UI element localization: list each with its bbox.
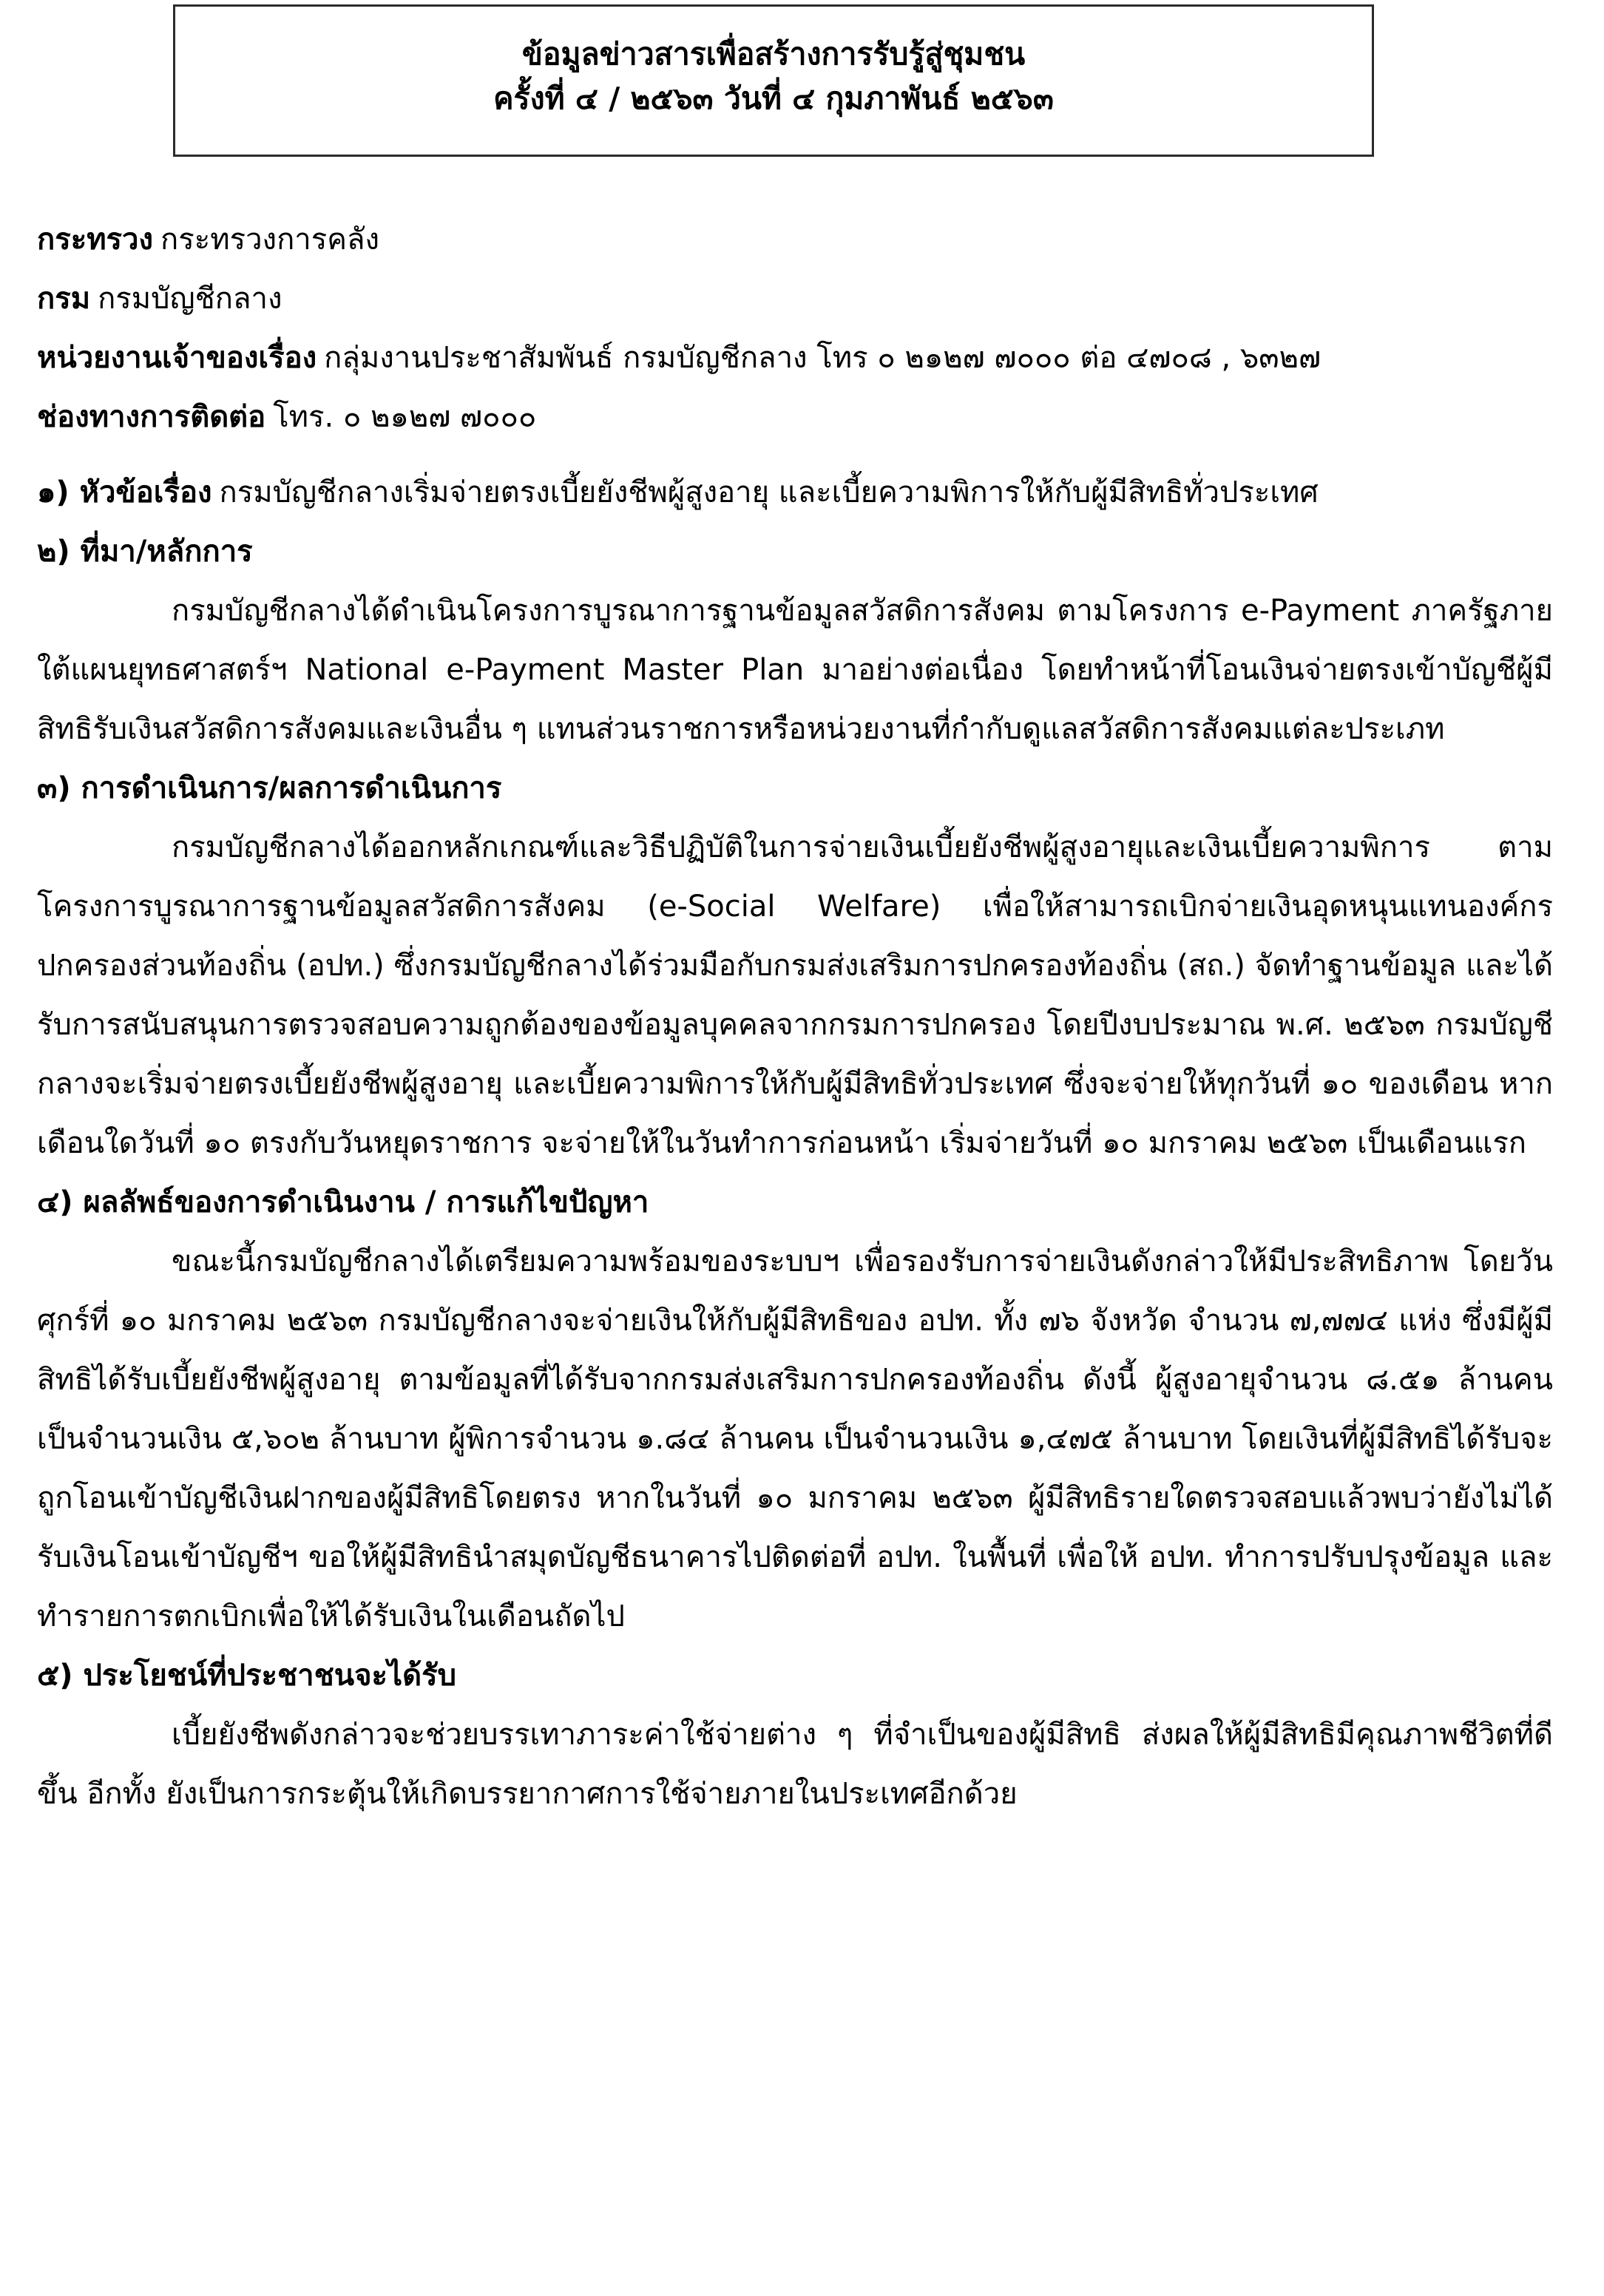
ministry-value: กระทรวงการคลัง xyxy=(160,223,380,257)
document-body xyxy=(37,210,1553,1823)
section-2-heading: ๒) ที่มา/หลักการ xyxy=(37,535,253,569)
section-3-heading: ๓) การดำเนินการ/ผลการดำเนินการ xyxy=(37,771,502,805)
title-box xyxy=(173,4,1374,157)
owner-unit-value: กลุ่มงานประชาสัมพันธ์ กรมบัญชีกลาง โทร ๐ ๒๑๒๗ ๗๐๐๐ ต่อ ๔๗๐๘ , ๖๓๒๗ xyxy=(324,341,1322,375)
ministry-label: กระทรวง xyxy=(37,223,154,257)
spacer xyxy=(37,447,1553,463)
document-title: ข้อมูลข่าวสารเพื่อสร้างการรับรู้สู่ชุมชน xyxy=(521,36,1026,72)
section-5-heading: ๕) ประโยชน์ที่ประชาชนจะได้รับ xyxy=(37,1659,456,1693)
owner-unit-line xyxy=(37,328,1553,387)
section-3-body: กรมบัญชีกลางได้ออกหลักเกณฑ์และวิธีปฏิบัติในการจ่ายเงินเบี้ยยังชีพผู้สูงอายุและเงินเบี้ยความพิการ ตามโครงการบูรณาการฐานข้อมูลสวัสดิการสังคม (e-Social Welfare) เพื่อให้สามารถเบิกจ่ายเงินอุดหนุนแทนองค์กรปกครองส่วนท้องถิ่น (อปท.) ซึ่งกรมบัญชีกลางได้ร่วมมือกับกรมส่งเสริมการปกครองท้องถิ่น (สถ.) จัดทำฐานข้อมูล และได้รับการสนับสนุนการตรวจสอบความถูกต้องของข้อมูลบุคคลจากกรมการปกครอง โดยปีงบประมาณ พ.ศ. ๒๕๖๓ กรมบัญชีกลางจะเริ่มจ่ายตรงเบี้ยยังชีพผู้สูงอายุ และเบี้ยความพิการให้กับผู้มีสิทธิทั่วประเทศ ซึ่งจะจ่ายให้ทุกวันที่ ๑๐ ของเดือน หากเดือนใดวันที่ ๑๐ ตรงกับวันหยุดราชการ จะจ่ายให้ในวันทำการก่อนหน้า เริ่มจ่ายวันที่ ๑๐ มกราคม ๒๕๖๓ เป็นเดือนแรก xyxy=(37,830,1553,1160)
section-1-topic xyxy=(37,463,1553,522)
department-label: กรม xyxy=(37,282,91,316)
contact-line xyxy=(37,387,1553,447)
contact-label: ช่องทางการติดต่อ xyxy=(37,400,266,434)
section-4-heading: ๔) ผลลัพธ์ของการดำเนินงาน / การแก้ไขปัญหา xyxy=(37,1185,649,1219)
section-1-text: กรมบัญชีกลางเริ่มจ่ายตรงเบี้ยยังชีพผู้สูงอายุ และเบี้ยความพิการให้กับผู้มีสิทธิทั่วประเทศ xyxy=(219,475,1319,509)
department-value: กรมบัญชีกลาง xyxy=(98,282,282,316)
section-2-body: กรมบัญชีกลางได้ดำเนินโครงการบูรณาการฐานข้อมูลสวัสดิการสังคม ตามโครงการ e-Payment ภาครัฐภายใต้แผนยุทธศาสตร์ฯ National e-Payment Master Plan มาอย่างต่อเนื่อง โดยทำหน้าที่โอนเงินจ่ายตรงเข้าบัญชีผู้มีสิทธิรับเงินสวัสดิการสังคมและเงินอื่น ๆ แทนส่วนราชการหรือหน่วยงานที่กำกับดูแลสวัสดิการสังคมแต่ละประเภท xyxy=(37,594,1553,746)
owner-unit-label: หน่วยงานเจ้าของเรื่อง xyxy=(37,341,317,375)
issue-date-line: ครั้งที่ ๔ / ๒๕๖๓ วันที่ ๔ กุมภาพันธ์ ๒๕๖๓ xyxy=(493,81,1054,116)
contact-value: โทร. ๐ ๒๑๒๗ ๗๐๐๐ xyxy=(273,400,537,434)
section-5-body: เบี้ยยังชีพดังกล่าวจะช่วยบรรเทาภาระค่าใช้จ่ายต่าง ๆ ที่จำเป็นของผู้มีสิทธิ ส่งผลให้ผู้มีสิทธิมีคุณภาพชีวิตที่ดีขึ้น อีกทั้ง ยังเป็นการกระตุ้นให้เกิดบรรยากาศการใช้จ่ายภายในประเทศอีกด้วย xyxy=(37,1718,1553,1811)
section-4-body: ขณะนี้กรมบัญชีกลางได้เตรียมความพร้อมของระบบฯ เพื่อรองรับการจ่ายเงินดังกล่าวให้มีประสิทธิภาพ โดยวันศุกร์ที่ ๑๐ มกราคม ๒๕๖๓ กรมบัญชีกลางจะจ่ายเงินให้กับผู้มีสิทธิของ อปท. ทั้ง ๗๖ จังหวัด จำนวน ๗,๗๗๔ แห่ง ซึ่งมีผู้มีสิทธิได้รับเบี้ยยังชีพผู้สูงอายุ ตามข้อมูลที่ได้รับจากกรมส่งเสริมการปกครองท้องถิ่น ดังนี้ ผู้สูงอายุจำนวน ๘.๕๑ ล้านคน เป็นจำนวนเงิน ๕,๖๐๒ ล้านบาท ผู้พิการจำนวน ๑.๘๔ ล้านคน เป็นจำนวนเงิน ๑,๔๗๕ ล้านบาท โดยเงินที่ผู้มีสิทธิได้รับจะถูกโอนเข้าบัญชีเงินฝากของผู้มีสิทธิโดยตรง หากในวันที่ ๑๐ มกราคม ๒๕๖๓ ผู้มีสิทธิรายใดตรวจสอบแล้วพบว่ายังไม่ได้รับเงินโอนเข้าบัญชีฯ ขอให้ผู้มีสิทธินำสมุดบัญชีธนาคารไปติดต่อที่ อปท. ในพื้นที่ เพื่อให้ อปท. ทำการปรับปรุงข้อมูล และทำรายการตกเบิกเพื่อให้ได้รับเงินในเดือนถัดไป xyxy=(37,1244,1553,1633)
section-1-heading: ๑) หัวข้อเรื่อง xyxy=(37,475,212,509)
department-line xyxy=(37,269,1553,328)
ministry-line xyxy=(37,210,1553,269)
